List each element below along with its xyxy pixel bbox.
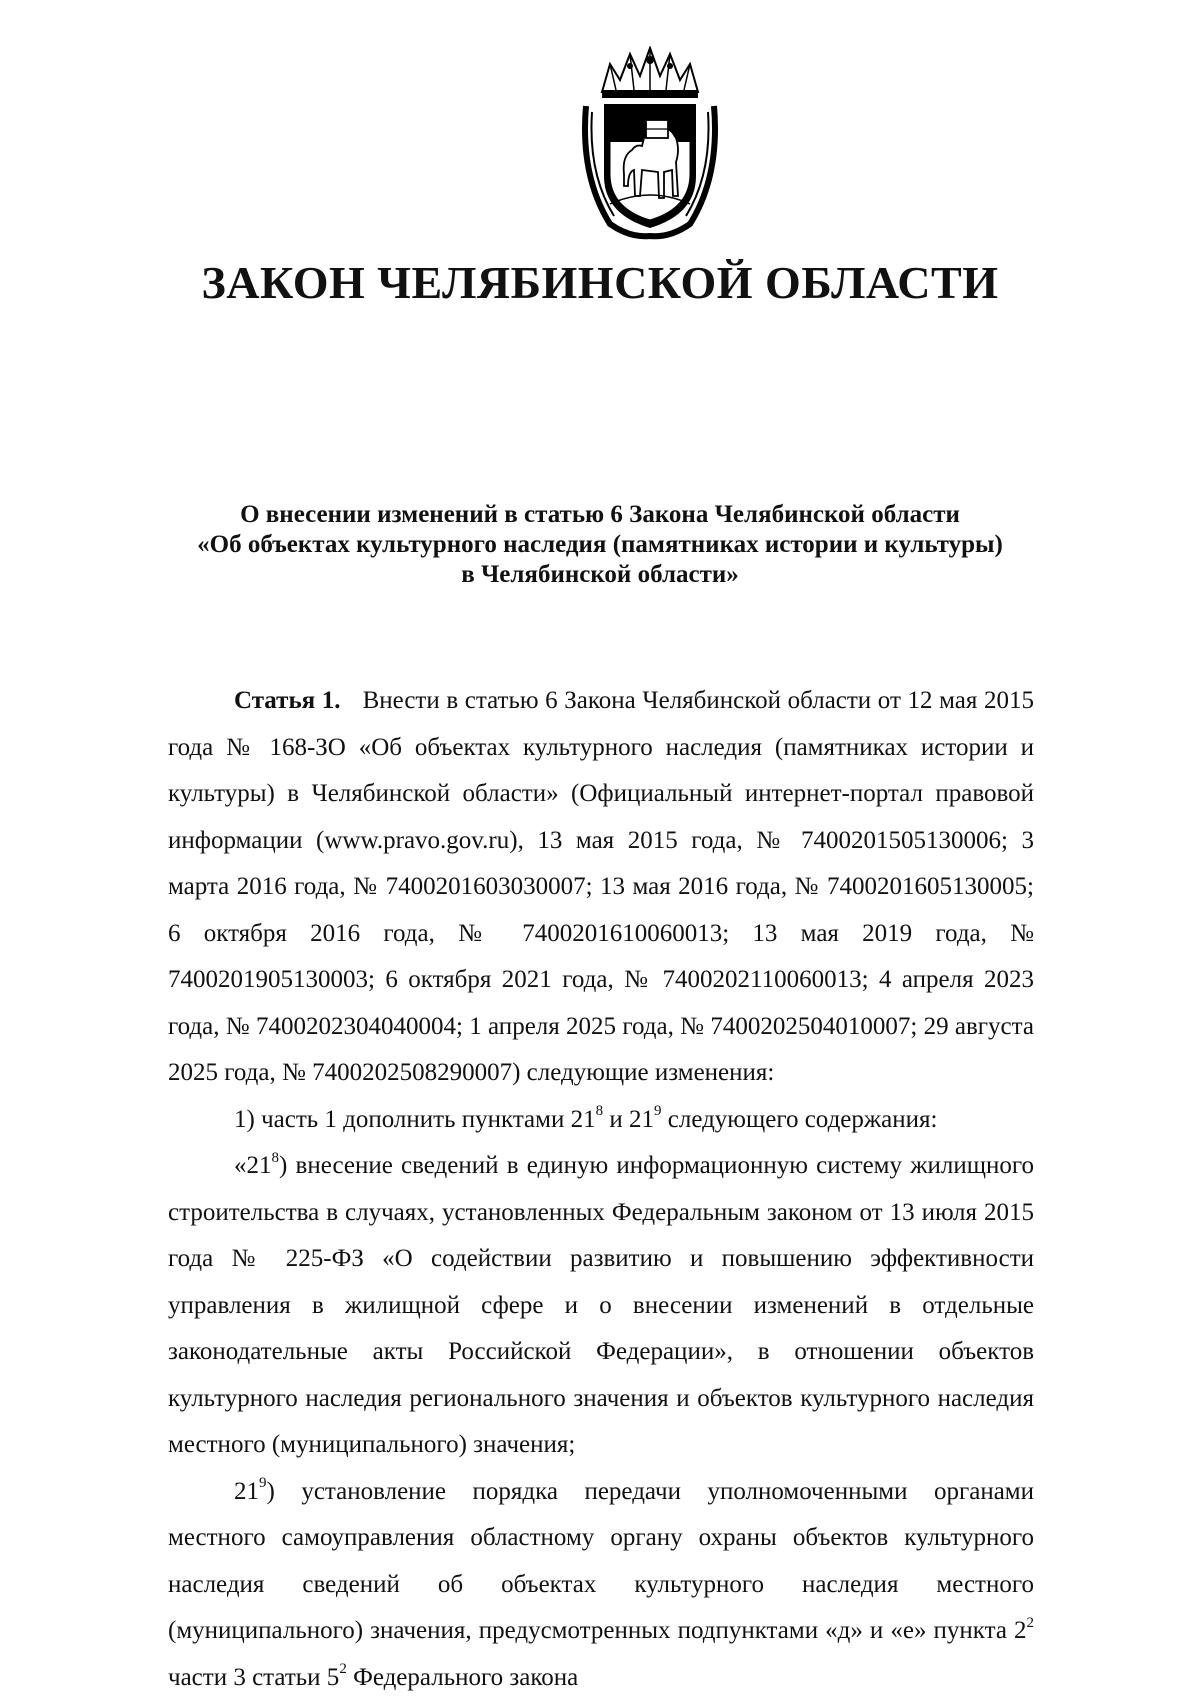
article-1-paragraph: [168, 678, 1034, 1097]
chelyabinsk-coat-of-arms-icon: [580, 46, 720, 242]
paragraph-21-8: [168, 1143, 1034, 1469]
superscript: 2: [339, 1661, 347, 1677]
subtitle-line: «Об объектах культурного наследия (памятниках истории и культуры): [150, 530, 1050, 560]
law-subtitle: [150, 500, 1050, 590]
paragraph-text: Федерального закона: [347, 1664, 578, 1691]
article-1-text: Внести в статью 6 Закона Челябинской области от 12 мая 2015 года № 168-ЗО «Об объектах культурного наследия (памятниках истории и культуры) в Челябинской области» (Официальный интернет-портал правовой информации (www.pravo.gov.ru), 13 мая 2015 года, № 7400201505130006; 3 марта 2016 года, № 7400201603030007; 13 мая 2016 года, № 7400201605130005; 6 октября 2016 года, № 7400201610060013; 13 мая 2019 года, № 7400201905130003; 6 октября 2021 года, № 7400202110060013; 4 апреля 2023 года, № 7400202304040004; 1 апреля 2025 года, № 7400202504010007; 29 августа 2025 года, № 7400202508290007) следующие изменения:: [168, 687, 1034, 1086]
paragraph-text: части 3 статьи 5: [168, 1664, 339, 1691]
superscript: 8: [596, 1103, 604, 1119]
law-body: [168, 678, 1034, 1701]
item-1-paragraph: [168, 1097, 1034, 1144]
item-1-text: следующего содержания:: [662, 1106, 938, 1133]
superscript: 9: [259, 1475, 267, 1491]
subtitle-line: О внесении изменений в статью 6 Закона Челябинской области: [150, 500, 1050, 530]
article-label: Статья 1.: [234, 687, 341, 714]
item-1-text: и 21: [603, 1106, 654, 1133]
paragraph-21-9: [168, 1469, 1034, 1701]
paragraph-number: «21: [234, 1152, 272, 1179]
superscript: 8: [272, 1150, 280, 1166]
subtitle-line: в Челябинской области»: [150, 560, 1050, 590]
item-1-text: 1) часть 1 дополнить пунктами 21: [234, 1106, 596, 1133]
superscript: 9: [654, 1103, 662, 1119]
paragraph-text: ) внесение сведений в единую информационную систему жилищного строительства в случаях, установленных Федеральным законом от 13 июля 2015 года № 225-ФЗ «О содействии развитию и повышению эффективности управления в жилищной сфере и о внесении изменений в отдельные законодательные акты Российской Федерации», в отношении объектов культурного наследия регионального значения и объектов культурного наследия местного (муниципального) значения;: [168, 1152, 1034, 1458]
superscript: 2: [1027, 1615, 1035, 1631]
law-title: ЗАКОН ЧЕЛЯБИНСКОЙ ОБЛАСТИ: [0, 255, 1200, 311]
paragraph-number: 21: [234, 1478, 259, 1505]
paragraph-text: ) установление порядка передачи уполномоченными органами местного самоуправления областному органу охраны объектов культурного наследия сведений об объектах культурного наследия местного (муниципального) значения, предусмотренных подпунктами «д» и «е» пункта 2: [168, 1478, 1034, 1645]
